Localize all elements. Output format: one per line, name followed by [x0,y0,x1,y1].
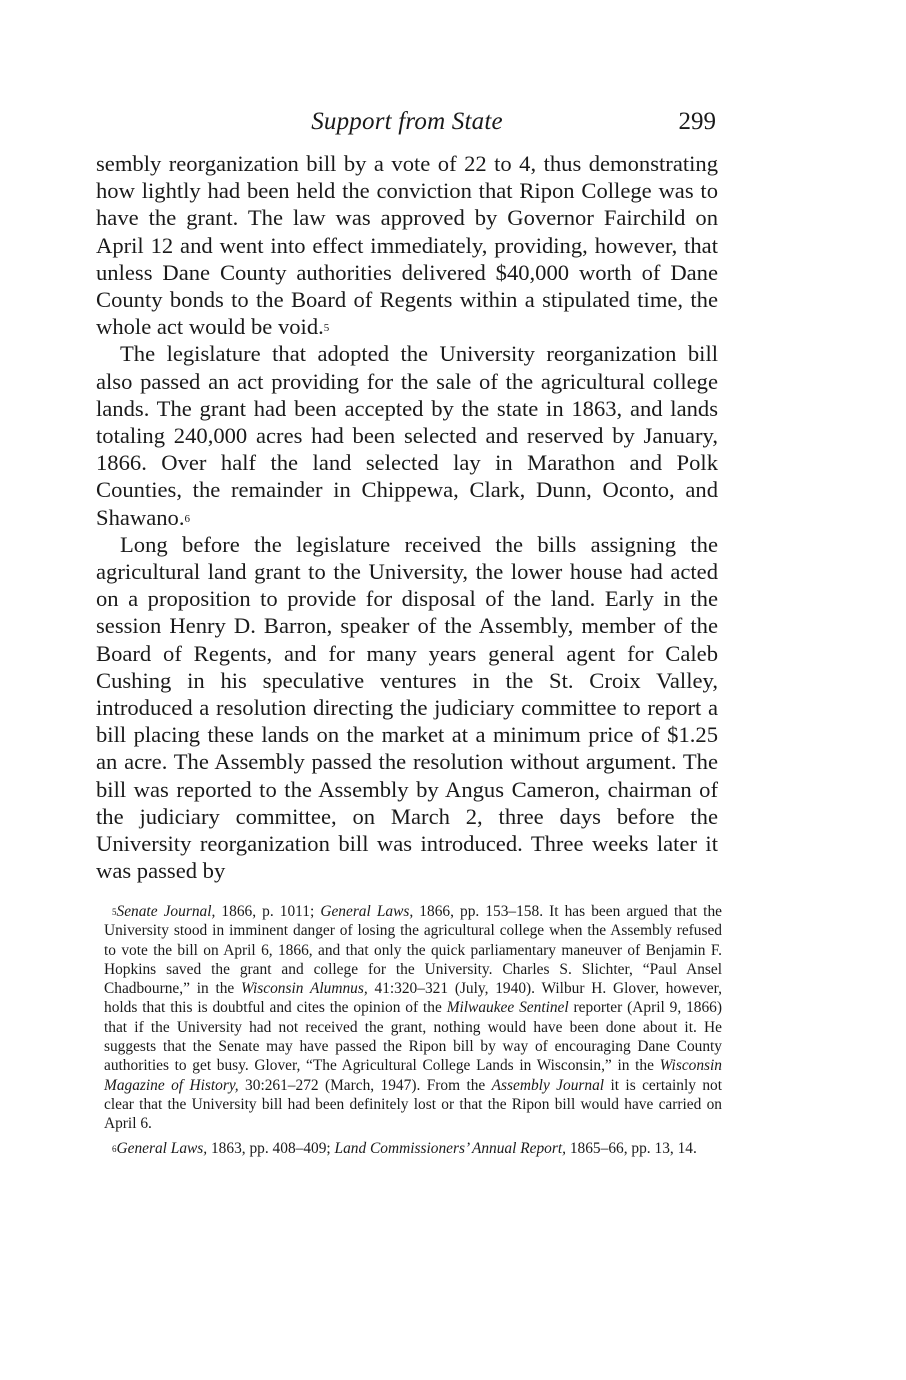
footnote-text: reporter (April 9, 1866) that if the University had not received the grant, nothing would have been done about it. He suggests that the Senate may have passed the Ripon bill by way of encouraging Dane County authorities to get busy. Glover, “The Agricultural College Lands in Wisconsin,” in the [104,999,722,1075]
footnote-text: 1865–66, pp. 13, 14. [566,1139,697,1157]
paragraph [96,340,718,530]
paragraph [96,150,718,340]
footnotes [104,902,722,1158]
citation-title: Assembly Journal [491,1076,605,1094]
body-text [96,150,718,884]
citation-title: Wisconsin Alumnus, [241,980,368,998]
paragraph-text: sembly reorganization bill by a vote of 22 to 4, thus demonstrating how lightly had been held the conviction that Ripon College was to have the grant. The law was approved by Governor Fairchild on April 12 and went into effect immediately, providing, however, that unless Dane County authorities delivered $40,000 worth of Dane County bonds to the Board of Regents within a stipulated time, the whole act would be void. [96,151,718,340]
footnote-text: 1863, pp. 408–409; [207,1139,335,1157]
footnote [104,902,722,1134]
footnote-text: 30:261–272 (March, 1947). From the [238,1076,492,1094]
citation-title: Land Commissioners’ Annual Report, [334,1139,566,1157]
citation-title: General Laws, [116,1139,208,1157]
footnote-mark: 6 [112,1143,117,1154]
paragraph-text: Long before the legislature received the bills assigning the agricultural land grant to the University, the lower house had acted on a proposition to provide for disposal of the land. Early in the session Henry D. Barron, speaker of the Assembly, member of the Board of Regents, and for many years general agent for Caleb Cushing in his speculative ventures in the St. Croix Valley, introduced a resolution directing the judiciary committee to report a bill placing these lands on the market at a minimum price of $1.25 an acre. The Assembly passed the resolution without argument. The bill was reported to the Assembly by Angus Cameron, chairman of the judiciary committee, on March 2, three days before the University reorganization bill was introduced. Three weeks later it was passed by [96,531,718,884]
paragraph [96,531,718,885]
paragraph-text: The legislature that adopted the University reorganization bill also passed an act providing for the sale of the agricultural college lands. The grant had been accepted by the state in 1863, and lands totaling 240,000 acres had been selected and reserved by January, 1866. Over half the land selected lay in Marathon and Polk Counties, the remainder in Chippewa, Clark, Dunn, Oconto, and Shawano. [96,341,718,530]
citation-title: Senate Journal, [116,903,216,920]
footnote [104,1139,722,1158]
footnote-text: it is certainly not clear that the University bill had been definitely lost or that the Ripon bill would have carried on April 6. [104,1076,723,1133]
citation-title: General Laws, [320,903,414,920]
page-header [96,108,718,148]
footnote-ref: 6 [184,512,190,525]
running-head: Support from State [311,108,503,135]
citation-title: Wisconsin Magazine of History, [104,1057,722,1094]
citation-title: Milwaukee Sentinel [446,999,569,1017]
footnote-text: 1866, p. 1011; [215,903,321,920]
footnote-mark: 5 [112,907,117,917]
page-number: 299 [678,108,716,135]
footnote-text: 41:320–321 (July, 1940). Wilbur H. Glover, however, holds that this is doubtful and cites the opinion of the [104,980,722,1017]
footnote-ref: 5 [323,322,330,335]
footnote-text: 1866, pp. 153–158. It has been argued that the University stood in imminent danger of losing the agricultural college when the Assembly refused to vote the bill on April 6, 1866, and that only the quick parliamentary maneuver of Benjamin F. Hopkins saved the grant and college for the University. Charles S. Slichter, “Paul Ansel Chadbourne,” in the [104,903,722,998]
